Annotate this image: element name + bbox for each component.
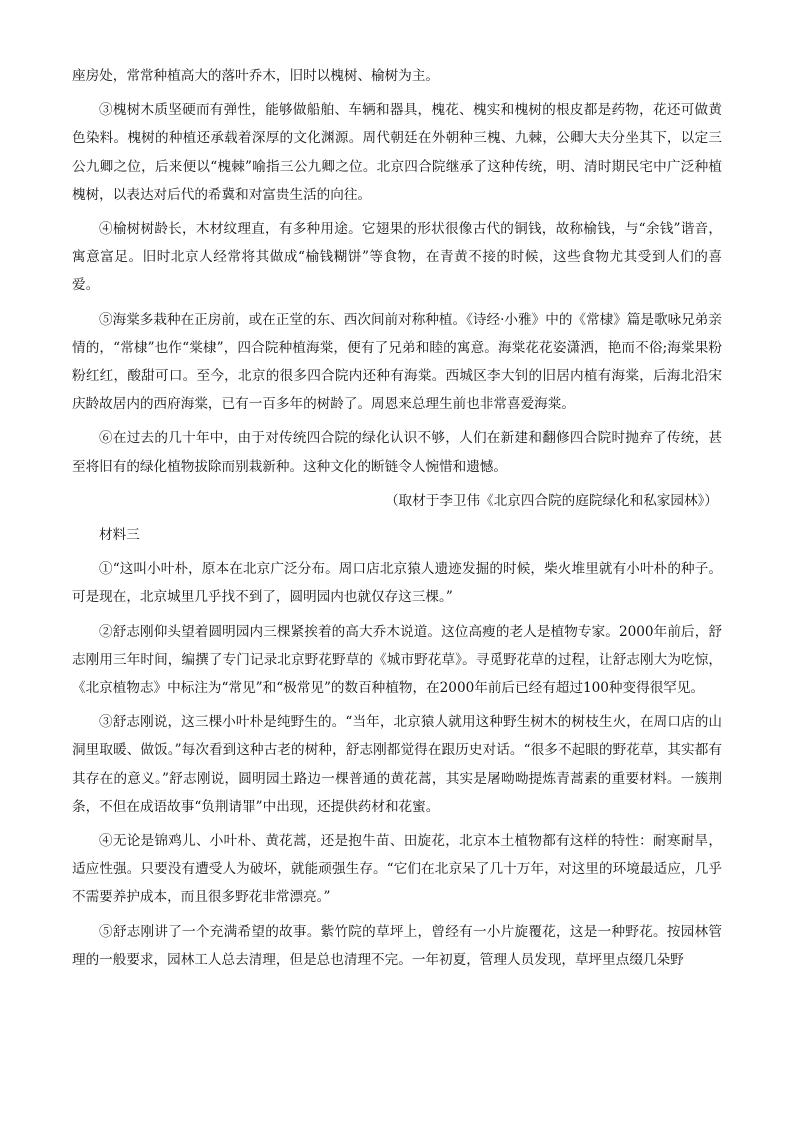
paragraph: ④榆树树龄长，木材纹理直，有多种用途。它翅果的形状很像古代的铜钱，故称榆钱，与“余钱”谐音，寓意富足。旧时北京人经常将其做成“榆钱糊饼”等食物，在青黄不接的时候，这些食物尤其受到人们的喜爱。: [72, 221, 722, 294]
material-three-heading: 材料三: [99, 527, 140, 544]
source-citation: （取材于李卫伟《北京四合院的庭院绿化和私家园林》）: [384, 492, 718, 509]
paragraph: ⑤海棠多栽种在正房前，或在正堂的东、西次间前对称种植。《诗经·小雅》中的《常棣》篇是歌咏兄弟亲情的，“常棣”也作“棠棣”，四合院种植海棠，便有了兄弟和睦的寓意。海棠花花姿潇洒，艳而不俗;海棠果粉粉红红，酸甜可口。至今，北京的很多四合院内还种有海棠。西城区李大钊的旧居内植有海棠，后海北沿宋庆龄故居内的西府海棠，已有一百多年的树龄了。周恩来总理生前也非常喜爱海棠。: [72, 311, 722, 413]
paragraph: ⑥在过去的几十年中，由于对传统四合院的绿化认识不够，人们在新建和翻修四合院时抛弃了传统，甚至将旧有的绿化植物拔除而别栽新种。这种文化的断链令人惋惜和遗憾。: [72, 430, 722, 475]
paragraph: ①“这叫小叶朴，原本在北京广泛分布。周口店北京猿人遗迹发掘的时候，柴火堆里就有小叶朴的种子。可是现在，北京城里几乎找不到了，圆明园内也就仅存这三棵。”: [72, 561, 722, 606]
paragraph: ③槐树木质坚硬而有弹性，能够做船舶、车辆和器具，槐花、槐实和槐树的根皮都是药物，花还可做黄色染料。槐树的种植还承载着深厚的文化渊源。周代朝廷在外朝种三槐、九棘，公卿大夫分坐其下，以定三公九卿之位，后来便以“槐棘”喻指三公九卿之位。北京四合院继承了这种传统，明、清时期民宅中广泛种植槐树，以表达对后代的希冀和对富贵生活的向往。: [72, 102, 722, 203]
article-body: [72, 62, 722, 980]
paragraph: 座房处，常常种植高大的落叶乔木，旧时以槐树、榆树为主。: [72, 68, 440, 84]
material-two-continued: [72, 62, 722, 481]
paragraph: ②舒志刚仰头望着圆明园内三棵紧挨着的高大乔木说道。这位高瘦的老人是植物专家。2000年前后，舒志刚用三年时间，编撰了专门记录北京野花野草的《城市野花草》。寻觅野花草的过程，让舒志刚大为吃惊，《北京植物志》中标注为“常见”和“极常见”的数百种植物，在2000年前后已经有超过100种变得很罕见。: [72, 623, 722, 697]
paragraph: ④无论是锦鸡儿、小叶朴、黄花蒿，还是抱牛苗、田旋花，北京本土植物都有这样的特性：耐寒耐旱，适应性强。只要没有遭受人为破坏，就能顽强生存。“它们在北京呆了几十万年，对这里的环境最适应，几乎不需要养护成本，而且很多野花非常漂亮。”: [72, 833, 722, 906]
paragraph: ③舒志刚说，这三棵小叶朴是纯野生的。“当年，北京猿人就用这种野生树木的树枝生火，在周口店的山洞里取暖、做饭。”每次看到这种古老的树种，舒志刚都觉得在跟历史对话。“很多不起眼的野花草，其实都有其存在的意义。”舒志刚说，圆明园土路边一棵普通的黄花蒿，其实是屠呦呦提炼青蒿素的重要材料。一簇荆条，不但在成语故事“负荆请罪”中出现，还提供药材和花蜜。: [72, 714, 722, 815]
paragraph: ⑤舒志刚讲了一个充满希望的故事。紫竹院的草坪上，曾经有一小片旋覆花，这是一种野花。按园林管理的一般要求，园林工人总去清理，但是总也清理不完。一年初夏，管理人员发现，草坪里点缀几朵野: [72, 923, 722, 968]
material-three-body: [72, 555, 722, 974]
